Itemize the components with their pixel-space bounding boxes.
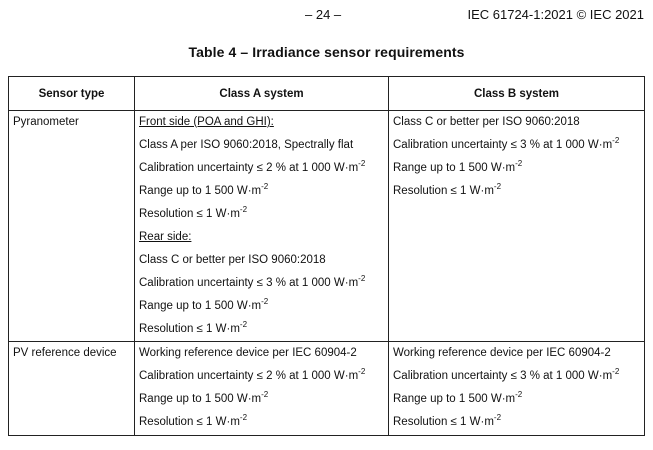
sensor-type-label: PV reference device <box>13 347 117 359</box>
header-class-b: Class B system <box>389 77 645 111</box>
requirement-line: Resolution ≤ 1 $W\cdot m^{-2}$ <box>139 320 248 335</box>
cell-sensor-type <box>9 342 135 436</box>
table-row <box>9 342 645 436</box>
unit: W·m <box>469 185 494 197</box>
unit-exponent: -2 <box>358 159 366 169</box>
requirement-line: Resolution ≤ 1 $W\cdot m^{-2}$ <box>393 182 502 197</box>
irradiance-requirements-table <box>8 76 645 436</box>
unit-exponent: -2 <box>515 390 523 400</box>
unit: W·m <box>236 393 262 405</box>
requirement-line: Calibration uncertainty ≤ 2 % at 1 000 $W\cdot m^{-2}$ <box>139 159 366 174</box>
requirement-line: Range up to 1 500 $W\cdot m^{-2}$ <box>139 297 269 312</box>
unit-exponent: -2 <box>239 205 248 215</box>
unit: W·m <box>215 208 240 220</box>
requirement-line: Class C or better per ISO 9060:2018 <box>393 116 580 128</box>
requirement-line: Resolution ≤ 1 $W\cdot m^{-2}$ <box>139 205 248 220</box>
requirement-line: Calibration uncertainty ≤ 3 % at 1 000 $W\cdot m^{-2}$ <box>393 367 620 382</box>
cell-class-a <box>135 342 389 436</box>
cell-sensor-type <box>9 111 135 342</box>
unit-exponent: -2 <box>515 159 523 169</box>
front-side-heading: Front side (POA and GHI): <box>139 116 274 128</box>
requirement-line: Range up to 1 500 $W\cdot m^{-2}$ <box>139 390 269 405</box>
unit-exponent: -2 <box>612 136 620 146</box>
cell-class-b <box>389 111 645 342</box>
requirement-line: Working reference device per IEC 60904-2 <box>393 347 611 359</box>
unit-exponent: -2 <box>358 274 366 284</box>
header-sensor-type: Sensor type <box>9 77 135 111</box>
unit: W·m <box>587 139 613 151</box>
unit: W·m <box>215 323 240 335</box>
unit-exponent: -2 <box>239 320 248 330</box>
unit: W·m <box>333 162 359 174</box>
unit: W·m <box>215 416 240 428</box>
requirement-line: Range up to 1 500 $W\cdot m^{-2}$ <box>393 159 523 174</box>
unit: W·m <box>236 300 262 312</box>
unit: W·m <box>469 416 494 428</box>
requirement-line: Calibration uncertainty ≤ 3 % at 1 000 $W\cdot m^{-2}$ <box>393 136 620 151</box>
cell-class-b <box>389 342 645 436</box>
rear-side-heading: Rear side: <box>139 231 192 243</box>
requirement-line: Calibration uncertainty ≤ 3 % at 1 000 $W\cdot m^{-2}$ <box>139 274 366 289</box>
unit-exponent: -2 <box>612 367 620 377</box>
requirement-line: Range up to 1 500 $W\cdot m^{-2}$ <box>139 182 269 197</box>
table-title: Table 4 – Irradiance sensor requirements <box>188 44 465 60</box>
page-header <box>0 7 653 25</box>
unit-exponent: -2 <box>261 297 269 307</box>
header-class-a: Class A system <box>135 77 389 111</box>
cell-class-a <box>135 111 389 342</box>
requirement-line: Working reference device per IEC 60904-2 <box>139 347 357 359</box>
unit: W·m <box>333 370 359 382</box>
unit: W·m <box>236 185 262 197</box>
requirement-line: Calibration uncertainty ≤ 2 % at 1 000 $W\cdot m^{-2}$ <box>139 367 366 382</box>
unit-exponent: -2 <box>261 182 269 192</box>
unit-exponent: -2 <box>239 413 248 423</box>
unit: W·m <box>490 393 516 405</box>
unit: W·m <box>333 277 359 289</box>
unit: W·m <box>587 370 613 382</box>
requirement-line: Class C or better per ISO 9060:2018 <box>139 254 326 266</box>
table-header-row <box>9 77 645 111</box>
unit-exponent: -2 <box>493 413 502 423</box>
page-number: – 24 – <box>305 7 342 22</box>
sensor-type-label: Pyranometer <box>13 116 79 128</box>
requirement-line: Resolution ≤ 1 $W\cdot m^{-2}$ <box>393 413 502 428</box>
requirement-line: Range up to 1 500 $W\cdot m^{-2}$ <box>393 390 523 405</box>
unit-exponent: -2 <box>493 182 502 192</box>
document-reference: IEC 61724-1:2021 © IEC 2021 <box>467 7 644 22</box>
unit: W·m <box>490 162 516 174</box>
table-row <box>9 111 645 342</box>
requirement-line: Class A per ISO 9060:2018, Spectrally flat <box>139 139 354 151</box>
unit-exponent: -2 <box>358 367 366 377</box>
requirement-line: Resolution ≤ 1 $W\cdot m^{-2}$ <box>139 413 248 428</box>
unit-exponent: -2 <box>261 390 269 400</box>
